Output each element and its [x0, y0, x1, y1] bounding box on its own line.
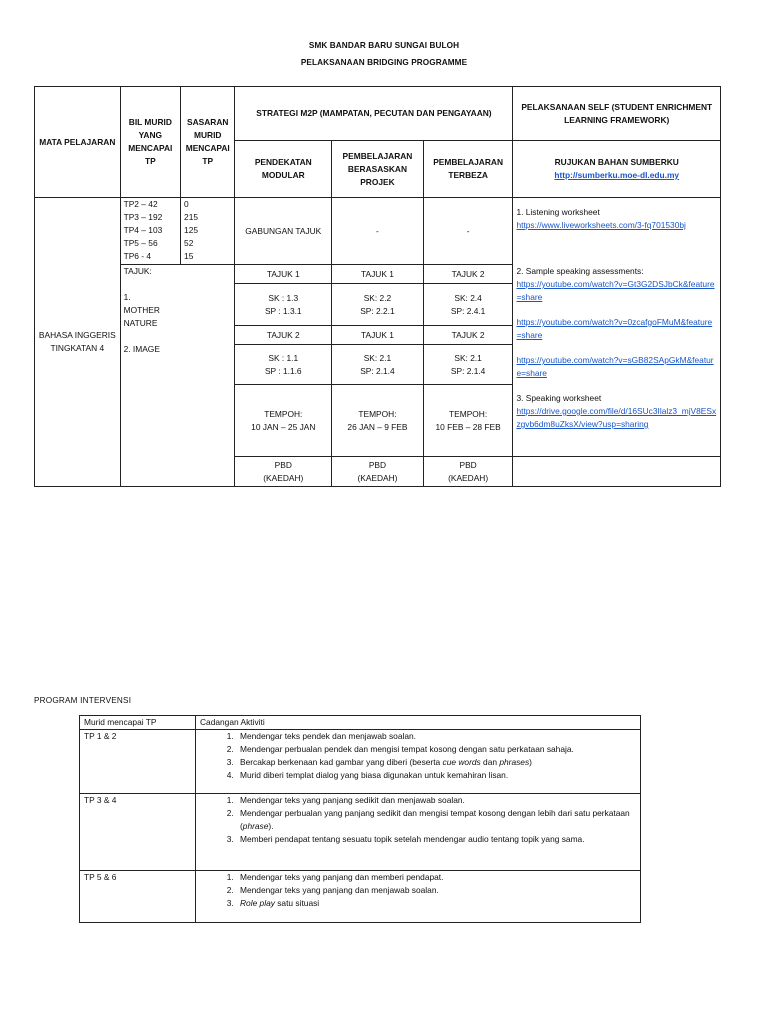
- activity-item: 1. Mendengar teks yang panjang dan memberi pendapat.: [236, 871, 636, 884]
- tajuk-1-name: MOTHER NATURE: [123, 305, 160, 328]
- resource-2-link-b[interactable]: https://youtube.com/watch?v=0zcafgoFMuM&feature=share: [516, 317, 713, 340]
- resource-1-title: 1. Listening worksheet: [516, 207, 600, 217]
- sasaran-list: [181, 198, 235, 265]
- col-header-self: PELAKSANAAN SELF (STUDENT ENRICHMENT LEARNING FRAMEWORK): [513, 87, 721, 141]
- gabungan-tajuk: GABUNGAN TAJUK: [235, 198, 332, 265]
- tajuk-cell: [120, 265, 235, 487]
- tp-row-3-activities: [196, 871, 641, 923]
- head-tp: Murid mencapai TP: [80, 716, 196, 730]
- bil-item: TP2 – 42: [123, 199, 158, 209]
- sk-b-projek: SK: 2.1 SP: 2.1.4: [332, 345, 424, 385]
- tajuk-a-modular: TAJUK 1: [235, 265, 332, 284]
- col-header-bil-murid: BIL MURID YANG MENCAPAI TP: [120, 87, 180, 198]
- bil-item: TP6 - 4: [123, 251, 152, 261]
- sub-header-terbeza: PEMBELAJARAN TERBEZA: [423, 141, 513, 198]
- sk-a-projek: SK: 2.2 SP: 2.2.1: [332, 284, 424, 326]
- tajuk-a-terbeza: TAJUK 2: [423, 265, 513, 284]
- sasaran-item: 15: [184, 251, 194, 261]
- tajuk-b-terbeza: TAJUK 2: [423, 326, 513, 345]
- subject-cell: BAHASA INGGERIS TINGKATAN 4: [35, 198, 121, 487]
- rujukan-title: RUJUKAN BAHAN SUMBERKU: [554, 157, 679, 167]
- rujukan-link[interactable]: http://sumberku.moe-dl.edu.my: [554, 170, 680, 180]
- sasaran-item: 215: [184, 212, 199, 222]
- resource-3-link[interactable]: https://drive.google.com/file/d/16SUc3Ilalz3_mjV8ESxzgvb6dm8uZksX/view?usp=sharing: [516, 406, 717, 429]
- resource-3-title: 3. Speaking worksheet: [516, 393, 602, 403]
- activity-item: 2. Mendengar perbualan yang panjang sedikit dan mengisi tempat kosong dengan lebih dari satu perkataan (phrase).: [236, 807, 636, 833]
- document-title: PELAKSANAAN BRIDGING PROGRAMME: [300, 58, 468, 67]
- sasaran-item: 52: [184, 238, 194, 248]
- tp-row-3-label: TP 5 & 6: [80, 871, 196, 923]
- tp-row-1-label: TP 1 & 2: [80, 730, 196, 794]
- activity-item: 3. Bercakap berkenaan kad gambar yang diberi (beserta cue words dan phrases): [236, 756, 636, 769]
- bil-item: TP5 – 56: [123, 238, 158, 248]
- pbd-terbeza: PBD (KAEDAH): [423, 457, 513, 487]
- sk-a-terbeza: SK: 2.4 SP: 2.4.1: [423, 284, 513, 326]
- resource-1-link[interactable]: https://www.liveworksheets.com/3-fq701530bj: [516, 220, 686, 230]
- tajuk-b-modular: TAJUK 2: [235, 326, 332, 345]
- dash-cell: -: [423, 198, 513, 265]
- sasaran-item: 0: [184, 199, 189, 209]
- activity-item: 2. Mendengar perbualan pendek dan mengisi tempat kosong dengan satu perkataan sahaja.: [236, 743, 636, 756]
- sub-header-projek: PEMBELAJARAN BERASASKAN PROJEK: [332, 141, 424, 198]
- tempoh-modular: TEMPOH: 10 JAN – 25 JAN: [235, 385, 332, 457]
- activity-item: 2. Mendengar teks yang panjang dan menjawab soalan.: [236, 884, 636, 897]
- pbd-modular: PBD (KAEDAH): [235, 457, 332, 487]
- tp-row-1-activities: [196, 730, 641, 794]
- tajuk-label: TAJUK:: [123, 266, 152, 276]
- activity-item: 3. Role play satu situasi: [236, 897, 636, 910]
- col-header-strategi: STRATEGI M2P (MAMPATAN, PECUTAN DAN PENGAYAAN): [235, 87, 513, 141]
- bil-list: [120, 198, 180, 265]
- program-intervensi-title: PROGRAM INTERVENSI: [34, 696, 132, 705]
- activity-item: 4. Murid diberi templat dialog yang biasa digunakan untuk kemahiran lisan.: [236, 769, 636, 782]
- tp-row-2-activities: [196, 794, 641, 871]
- bil-item: TP3 – 192: [123, 212, 163, 222]
- rujukan-cell: [513, 141, 721, 198]
- bridging-programme-table: [34, 86, 721, 487]
- intervention-table: [79, 715, 641, 923]
- col-header-sasaran: SASARAN MURID MENCAPAI TP: [181, 87, 235, 198]
- tajuk-a-projek: TAJUK 1: [332, 265, 424, 284]
- resource-2-link-a[interactable]: https://youtube.com/watch?v=Gt3G2DSJbCk&feature=share: [516, 279, 715, 302]
- sub-header-modular: PENDEKATAN MODULAR: [235, 141, 332, 198]
- tempoh-projek: TEMPOH: 26 JAN – 9 FEB: [332, 385, 424, 457]
- resource-2-title: 2. Sample speaking assessments:: [516, 266, 644, 276]
- activity-item: 1. Mendengar teks pendek dan menjawab soalan.: [236, 730, 636, 743]
- sasaran-item: 125: [184, 225, 199, 235]
- empty-cell: [513, 457, 721, 487]
- tempoh-terbeza: TEMPOH: 10 FEB – 28 FEB: [423, 385, 513, 457]
- activity-item: 3. Memberi pendapat tentang sesuatu topik setelah mendengar audio tentang topik yang sama.: [236, 833, 636, 846]
- bil-item: TP4 – 103: [123, 225, 163, 235]
- col-header-mata-pelajaran: MATA PELAJARAN: [35, 87, 121, 198]
- school-name: SMK BANDAR BARU SUNGAI BULOH: [308, 41, 460, 50]
- tp-row-2-label: TP 3 & 4: [80, 794, 196, 871]
- resource-2-link-c[interactable]: https://youtube.com/watch?v=sGB82SApGkM&feature=share: [516, 355, 714, 378]
- head-aktiviti: Cadangan Aktiviti: [196, 716, 641, 730]
- tajuk-2: 2. IMAGE: [123, 344, 160, 354]
- sk-b-terbeza: SK: 2.1 SP: 2.1.4: [423, 345, 513, 385]
- activity-item: 1. Mendengar teks yang panjang sedikit dan menjawab soalan.: [236, 794, 636, 807]
- pbd-projek: PBD (KAEDAH): [332, 457, 424, 487]
- sk-a-modular: SK : 1.3 SP : 1.3.1: [235, 284, 332, 326]
- dash-cell: -: [332, 198, 424, 265]
- tajuk-1-number: 1.: [123, 292, 131, 302]
- resources-cell: [513, 198, 721, 457]
- tajuk-b-projek: TAJUK 1: [332, 326, 424, 345]
- tajuk-left: [124, 265, 184, 356]
- sk-b-modular: SK : 1.1 SP : 1.1.6: [235, 345, 332, 385]
